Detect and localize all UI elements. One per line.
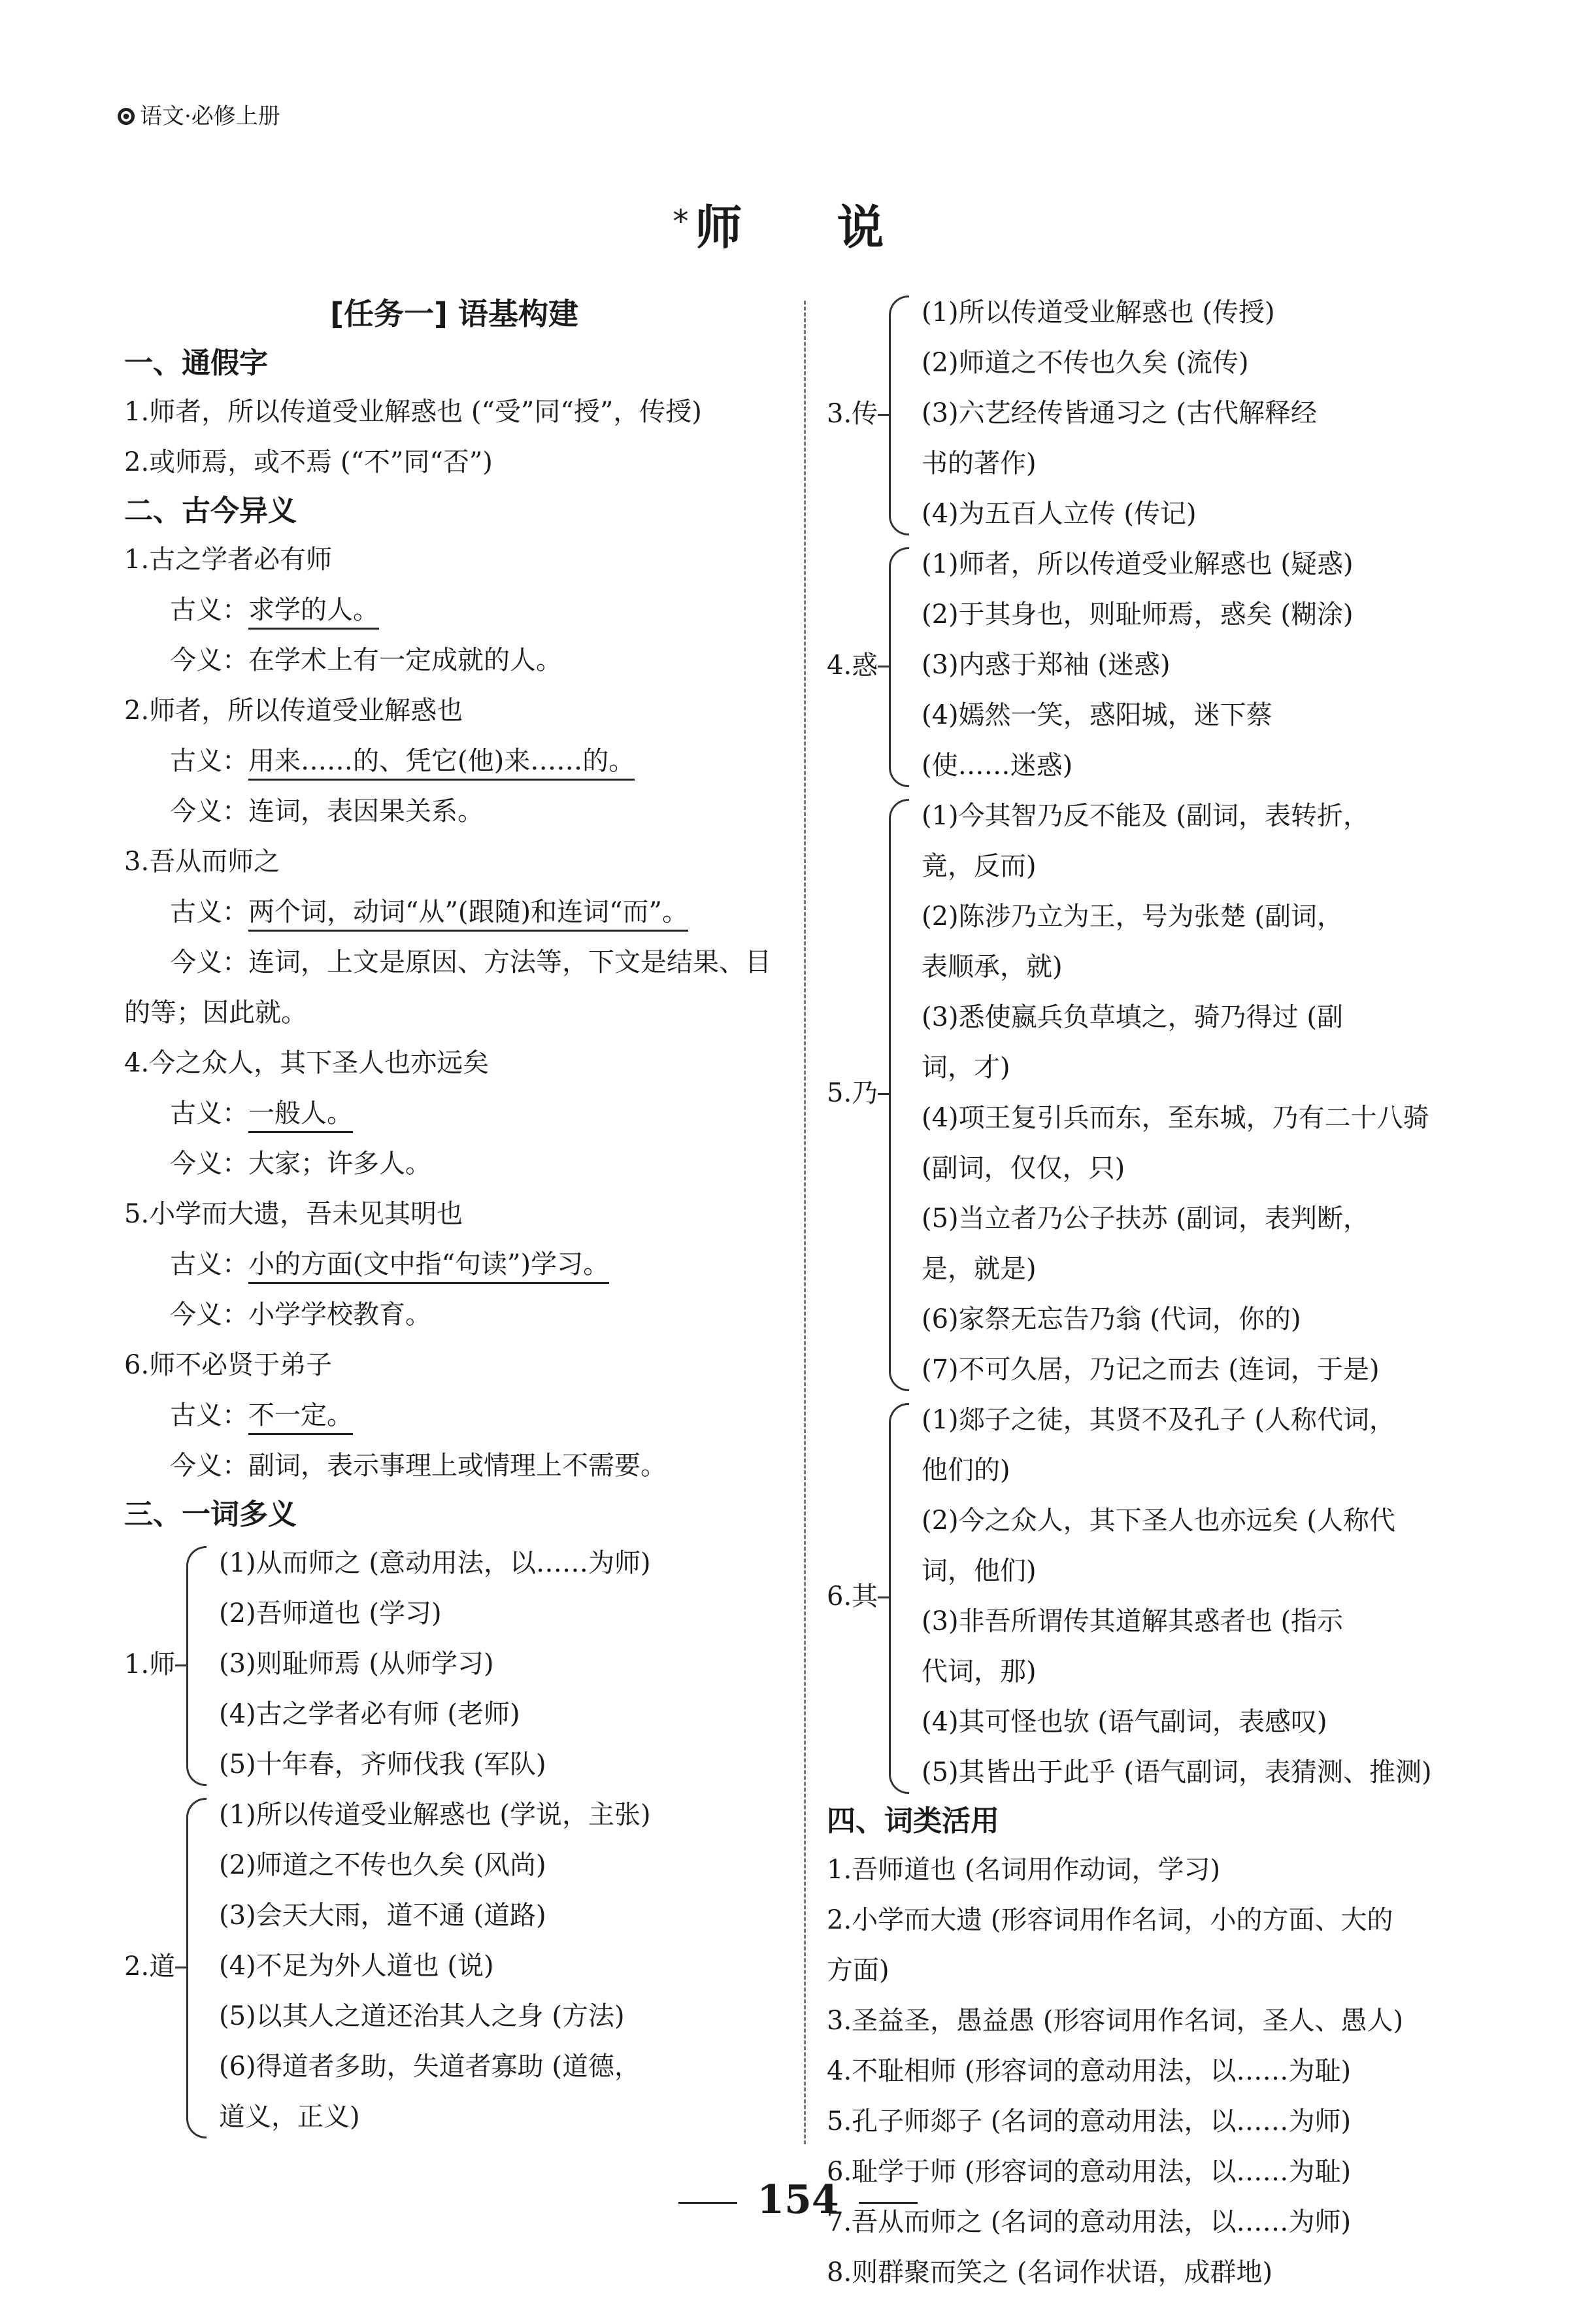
section-heading: 一、通假字 xyxy=(124,346,268,380)
gujin-question: 1.古之学者必有师 xyxy=(124,545,333,575)
word-class-item: 6.耻学于师 (形容词的意动用法，以……为耻) xyxy=(827,2157,1352,2187)
column-divider xyxy=(804,301,806,2144)
bullet-icon xyxy=(118,108,135,125)
gujin-question: 2.师者，所以传道受业解惑也 xyxy=(124,696,463,726)
ancient-label: 古义： xyxy=(170,746,248,776)
gujin-modern: 今义：小学学校教育。 xyxy=(170,1300,431,1330)
ancient-meaning: 用来……的、凭它(他)来……的。 xyxy=(248,746,635,781)
polysemy-item: (5)十年春，齐师伐我 (军队) xyxy=(219,1749,546,1780)
polysemy-item: 道义，正义) xyxy=(219,2102,360,2132)
polysemy-item: 表顺承，就) xyxy=(922,952,1063,982)
polysemy-item: 代词，那) xyxy=(922,1657,1037,1687)
polysemy-item: (2)吾师道也 (学习) xyxy=(219,1598,442,1629)
word-class-item: 方面) xyxy=(827,1955,889,1985)
gujin-ancient xyxy=(124,1391,784,1441)
polysemy-item: (1)所以传道受业解惑也 (传授) xyxy=(922,297,1275,328)
gujin-modern: 今义：连词，表因果关系。 xyxy=(170,796,484,826)
gujin-question: 6.师不必贤于弟子 xyxy=(124,1350,333,1380)
header-text: 语文·必修上册 xyxy=(140,103,280,129)
brace-tip xyxy=(878,1596,891,1598)
tongjia-item: 1.师者，所以传道受业解惑也 (“受”同“授”，传授) xyxy=(124,397,702,427)
ancient-meaning: 两个词，动词“从”(跟随)和连词“而”。 xyxy=(248,897,688,932)
ancient-label: 古义： xyxy=(170,595,248,625)
word-class-item: 4.不耻相师 (形容词的意动用法，以……为耻) xyxy=(827,2056,1352,2086)
polysemy-item: (2)师道之不传也久矣 (风尚) xyxy=(219,1850,546,1880)
polysemy-item: 词，他们) xyxy=(922,1556,1037,1586)
brace-tip xyxy=(878,666,891,667)
polysemy-item: 词，才) xyxy=(922,1053,1010,1083)
section-heading: 三、一词多义 xyxy=(124,1498,297,1531)
left-column xyxy=(124,288,784,2142)
ancient-meaning: 小的方面(文中指“句读”)学习。 xyxy=(248,1249,609,1284)
brace-tip xyxy=(175,1664,188,1666)
polysemy-item: (4)其可怪也欤 (语气副词，表感叹) xyxy=(922,1707,1327,1737)
polysemy-item: 竟，反而) xyxy=(922,851,1037,881)
polysemy-word-label: 1.师 xyxy=(124,1649,176,1680)
polysemy-item: (6)得道者多助，失道者寡助 (道德， xyxy=(219,2051,640,2082)
gujin-ancient xyxy=(124,736,784,786)
polysemy-item: (2)陈涉乃立为王，号为张楚 (副词， xyxy=(922,902,1343,932)
title-star: * xyxy=(673,203,695,240)
gujin-ancient xyxy=(124,1089,784,1139)
polysemy-item: (4)项王复引兵而东，至东城，乃有二十八骑 xyxy=(922,1103,1429,1133)
polysemy-item: (3)六艺经传皆通习之 (古代解释经 xyxy=(922,398,1317,428)
polysemy-item: (5)当立者乃公子扶苏 (副词，表判断， xyxy=(922,1204,1369,1234)
title-text: 师 说 xyxy=(695,200,923,255)
brace-tip xyxy=(878,1093,891,1095)
polysemy-word-label: 3.传 xyxy=(827,399,878,429)
polysemy-item: (5)其皆出于此乎 (语气副词，表猜测、推测) xyxy=(922,1757,1432,1787)
polysemy-item: (4)嫣然一笑，惑阳城，迷下蔡 xyxy=(922,700,1272,730)
polysemy-group-qi xyxy=(827,1395,1480,1798)
word-class-item: 8.则群聚而笑之 (名词作状语，成群地) xyxy=(827,2257,1273,2288)
polysemy-item: 他们的) xyxy=(922,1455,1010,1485)
gujin-question: 4.今之众人，其下圣人也亦远矣 xyxy=(124,1048,490,1078)
task-heading: [任务一] 语基构建 xyxy=(329,296,579,331)
word-class-item: 7.吾从而师之 (名词的意动用法，以……为师) xyxy=(827,2207,1352,2237)
polysemy-item: (4)古之学者必有师 (老师) xyxy=(219,1699,520,1729)
polysemy-item: (1)从而师之 (意动用法，以……为师) xyxy=(219,1548,651,1578)
polysemy-group-shi xyxy=(124,1538,784,1790)
page-number: 154 xyxy=(757,2177,839,2223)
gujin-question: 5.小学而大遗，吾未见其明也 xyxy=(124,1199,463,1229)
word-class-list xyxy=(827,1845,1480,2298)
polysemy-word-label: 4.惑 xyxy=(827,650,878,681)
polysemy-word-label: 2.道 xyxy=(124,1951,176,1982)
polysemy-item: (5)以其人之道还治其人之身 (方法) xyxy=(219,2001,625,2031)
gujin-ancient xyxy=(124,585,784,635)
right-column xyxy=(827,288,1480,2298)
ancient-meaning: 不一定。 xyxy=(248,1400,353,1435)
polysemy-item: (2)于其身也，则耻师焉，惑矣 (糊涂) xyxy=(922,599,1354,630)
brace-shape xyxy=(889,295,909,535)
brace-tip xyxy=(175,1967,188,1968)
polysemy-item: (3)非吾所谓传其道解其惑者也 (指示 xyxy=(922,1606,1343,1636)
footer-dash xyxy=(859,2202,918,2204)
polysemy-item: (4)为五百人立传 (传记) xyxy=(922,499,1197,529)
page-footer xyxy=(0,2177,1596,2223)
gujin-ancient xyxy=(124,1240,784,1290)
polysemy-item: 书的著作) xyxy=(922,448,1037,479)
brace-shape xyxy=(889,1403,909,1794)
polysemy-group-nai xyxy=(827,791,1480,1395)
word-class-item: 1.吾师道也 (名词用作动词，学习) xyxy=(827,1855,1221,1885)
ancient-label: 古义： xyxy=(170,1400,248,1430)
polysemy-item: (1)师者，所以传道受业解惑也 (疑惑) xyxy=(922,549,1354,579)
polysemy-item: (1)所以传道受业解惑也 (学说，主张) xyxy=(219,1800,651,1830)
polysemy-word-label: 6.其 xyxy=(827,1581,878,1612)
word-class-item: 3.圣益圣，愚益愚 (形容词用作名词，圣人、愚人) xyxy=(827,2006,1404,2036)
polysemy-item: (4)不足为外人道也 (说) xyxy=(219,1951,494,1981)
gujin-modern: 今义：连词，上文是原因、方法等，下文是结果、目 xyxy=(170,947,771,977)
ancient-label: 古义： xyxy=(170,897,248,927)
section-heading: 二、古今异义 xyxy=(124,494,297,528)
polysemy-group-huo xyxy=(827,539,1480,791)
ancient-label: 古义： xyxy=(170,1098,248,1128)
polysemy-word-label: 5.乃 xyxy=(827,1078,878,1108)
gujin-modern-cont: 的等；因此就。 xyxy=(124,998,307,1028)
footer-dash xyxy=(678,2202,737,2204)
polysemy-item: (6)家祭无忘告乃翁 (代词，你的) xyxy=(922,1304,1301,1334)
gujin-question: 3.吾从而师之 xyxy=(124,847,280,877)
brace-shape xyxy=(186,1546,207,1786)
word-class-item: 2.小学而大遗 (形容词用作名词，小的方面、大的 xyxy=(827,1905,1393,1935)
ancient-meaning: 一般人。 xyxy=(248,1098,353,1133)
polysemy-item: (2)今之众人，其下圣人也亦远矣 (人称代 xyxy=(922,1506,1395,1536)
polysemy-item: (使……迷惑) xyxy=(922,751,1073,781)
brace-shape xyxy=(889,547,909,787)
brace-tip xyxy=(878,414,891,416)
ancient-meaning: 求学的人。 xyxy=(248,595,379,630)
gujin-modern: 今义：副词，表示事理上或情理上不需要。 xyxy=(170,1451,667,1481)
book-header xyxy=(118,98,280,130)
polysemy-item: (7)不可久居，乃记之而去 (连词，于是) xyxy=(922,1355,1380,1385)
brace-shape xyxy=(889,799,909,1391)
brace-shape xyxy=(186,1798,207,2138)
word-class-item: 5.孔子师郯子 (名词的意动用法，以……为师) xyxy=(827,2106,1352,2136)
polysemy-item: (副词，仅仅，只) xyxy=(922,1153,1125,1183)
gujin-ancient xyxy=(124,887,784,937)
page-title xyxy=(0,190,1596,258)
polysemy-item: (3)会天大雨，道不通 (道路) xyxy=(219,1900,546,1931)
polysemy-item: (3)则耻师焉 (从师学习) xyxy=(219,1649,494,1679)
polysemy-group-chuan xyxy=(827,288,1480,539)
ancient-label: 古义： xyxy=(170,1249,248,1279)
tongjia-item: 2.或师焉，或不焉 (“不”同“否”) xyxy=(124,447,493,477)
section-heading: 四、词类活用 xyxy=(827,1804,999,1838)
polysemy-item: (3)内惑于郑袖 (迷惑) xyxy=(922,650,1171,680)
gujin-modern: 今义：在学术上有一定成就的人。 xyxy=(170,645,562,675)
polysemy-item: (1)郯子之徒，其贤不及孔子 (人称代词， xyxy=(922,1405,1395,1435)
polysemy-group-dao xyxy=(124,1790,784,2142)
polysemy-item: (3)悉使嬴兵负草填之，骑乃得过 (副 xyxy=(922,1002,1343,1032)
polysemy-item: 是，就是) xyxy=(922,1254,1037,1284)
polysemy-item: (2)师道之不传也久矣 (流传) xyxy=(922,348,1249,378)
polysemy-item: (1)今其智乃反不能及 (副词，表转折， xyxy=(922,801,1369,831)
gujin-modern: 今义：大家；许多人。 xyxy=(170,1149,431,1179)
